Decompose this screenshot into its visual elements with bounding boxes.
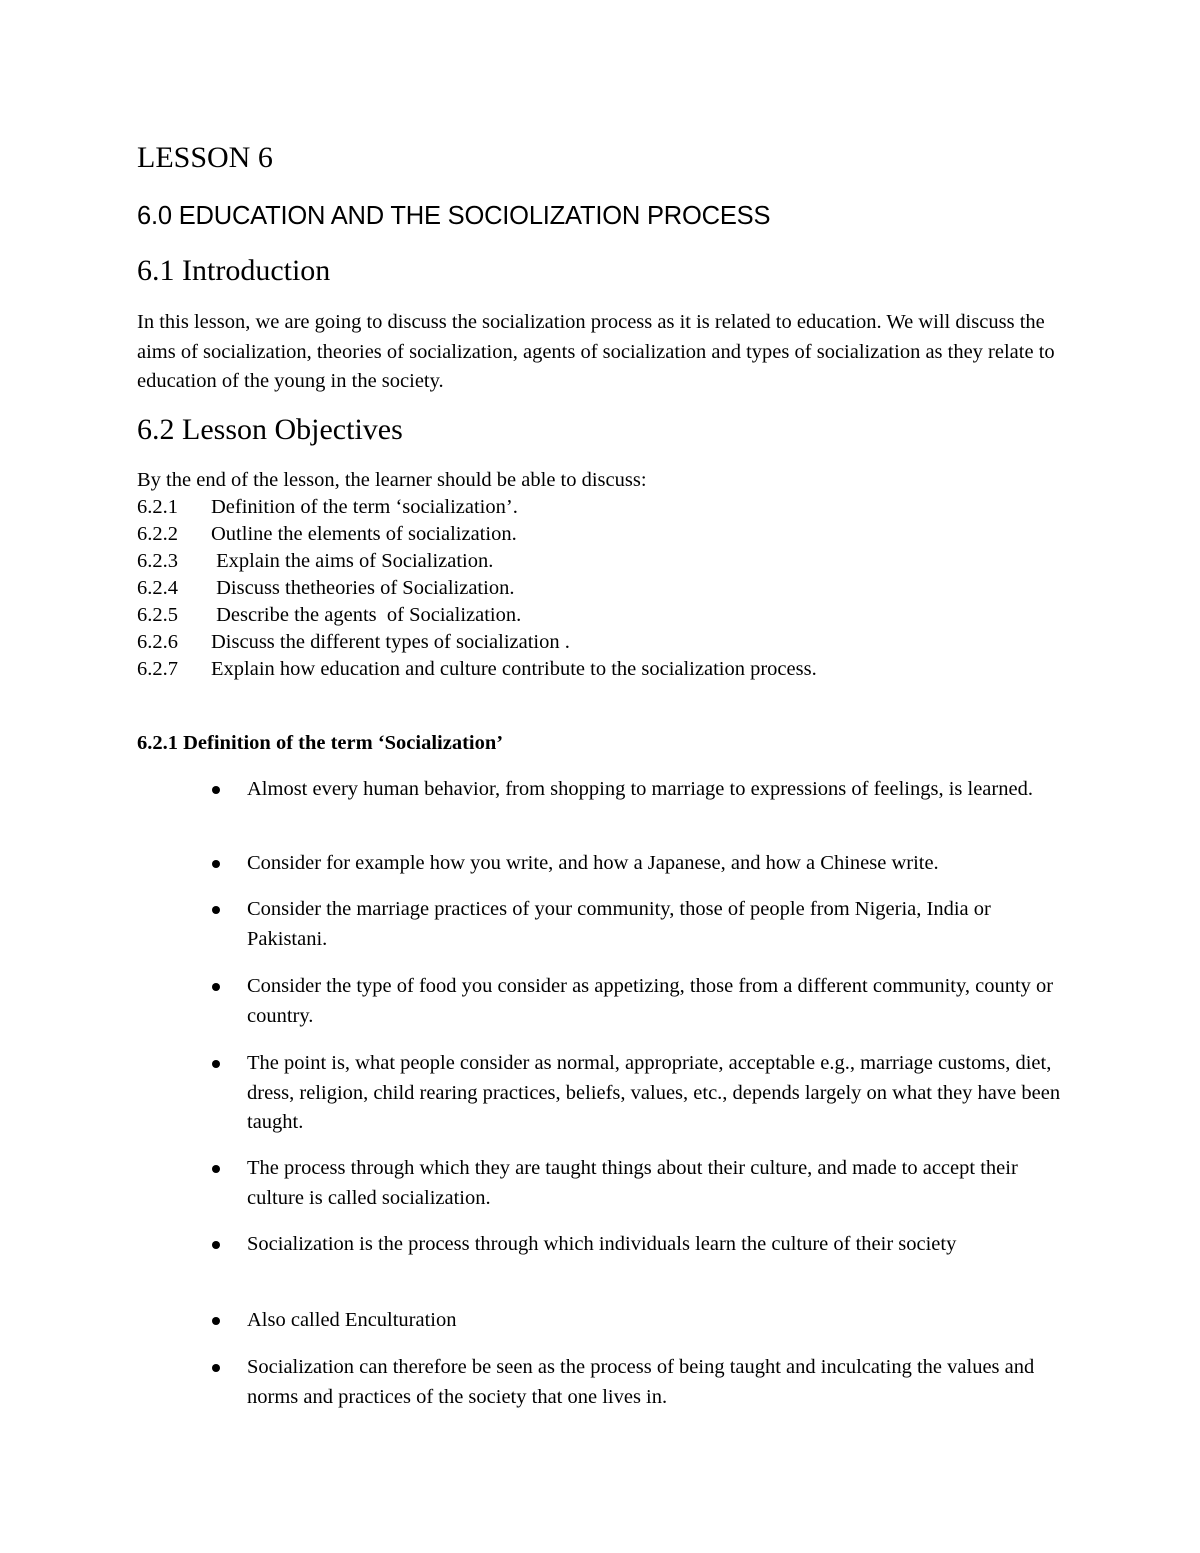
bullet-text: Socialization is the process through which individuals learn the culture of their society (247, 1233, 957, 1255)
objective-number: 6.2.4 (137, 577, 178, 599)
definition-heading: 6.2.1 Definition of the term ‘Socialization’ (137, 732, 504, 754)
bullet-dot-icon (212, 983, 220, 991)
bullet-text: Consider the marriage practices of your community, those of people from Nigeria, India or Pakistani. (247, 898, 991, 950)
bullet-item (210, 1353, 1070, 1423)
bullet-dot-icon (212, 860, 220, 868)
bullet-text: Socialization can therefore be seen as the process of being taught and inculcating the values and norms and practices of the society that one lives in. (247, 1356, 1035, 1408)
bullet-item (210, 1230, 1070, 1306)
bullet-dot-icon (212, 1241, 220, 1249)
bullet-text: The point is, what people consider as normal, appropriate, acceptable e.g., marriage customs, diet, dress, religion, child rearing practices, beliefs, values, etc., depends largely on what they have been taught. (247, 1052, 1061, 1133)
bullet-text: Consider the type of food you consider as appetizing, those from a different community, county or country. (247, 975, 1054, 1027)
objective-text: Outline the elements of socialization. (211, 523, 517, 545)
objective-item (137, 629, 817, 656)
bullet-text: Consider for example how you write, and how a Japanese, and how a Chinese write. (247, 852, 939, 874)
definition-bullet-list (210, 775, 1070, 1423)
objective-number: 6.2.1 (137, 496, 178, 518)
bullet-dot-icon (212, 1165, 220, 1173)
objective-text: Definition of the term ‘socialization’. (211, 496, 518, 518)
bullet-text: Also called Enculturation (247, 1309, 457, 1331)
objectives-heading: 6.2 Lesson Objectives (137, 413, 403, 446)
introduction-text: In this lesson, we are going to discuss the socialization process as it is related to education. We will discuss the aims of socialization, theories of socialization, agents of socialization and types of socialization as they relate to education of the young in the society. (137, 311, 1055, 392)
objective-item (137, 575, 817, 602)
bullet-text: Almost every human behavior, from shopping to marriage to expressions of feelings, is learned. (247, 778, 1033, 800)
bullet-dot-icon (212, 1317, 220, 1325)
bullet-item (210, 1154, 1070, 1230)
bullet-dot-icon (212, 906, 220, 914)
objectives-list (137, 467, 817, 683)
lesson-label: LESSON 6 (137, 141, 273, 174)
objective-text: Explain the aims of Socialization. (211, 550, 494, 572)
objective-number: 6.2.2 (137, 523, 178, 545)
bullet-item (210, 1049, 1070, 1154)
bullet-dot-icon (212, 1364, 220, 1372)
objective-number: 6.2.3 (137, 550, 178, 572)
bullet-item (210, 1306, 1070, 1353)
bullet-item (210, 775, 1070, 849)
bullet-item (210, 895, 1070, 972)
objectives-intro: By the end of the lesson, the learner should be able to discuss: (137, 469, 647, 491)
objective-number: 6.2.6 (137, 631, 178, 653)
introduction-heading: 6.1 Introduction (137, 254, 331, 287)
bullet-item (210, 972, 1070, 1049)
objective-number: 6.2.7 (137, 658, 178, 680)
objective-text: Discuss thetheories of Socialization. (211, 577, 515, 599)
main-heading: 6.0 EDUCATION AND THE SOCIOLIZATION PROCESS (137, 202, 771, 230)
bullet-dot-icon (212, 786, 220, 794)
objective-item (137, 548, 817, 575)
objective-number: 6.2.5 (137, 604, 178, 626)
objective-text: Explain how education and culture contribute to the socialization process. (211, 658, 817, 680)
objective-text: Describe the agents of Socialization. (211, 604, 522, 626)
objective-text: Discuss the different types of socialization . (211, 631, 570, 653)
objective-item (137, 494, 817, 521)
bullet-item (210, 849, 1070, 895)
objective-item (137, 602, 817, 629)
bullet-text: The process through which they are taught things about their culture, and made to accept their culture is called socialization. (247, 1157, 1018, 1209)
bullet-dot-icon (212, 1060, 220, 1068)
objective-item (137, 656, 817, 683)
objective-item (137, 521, 817, 548)
